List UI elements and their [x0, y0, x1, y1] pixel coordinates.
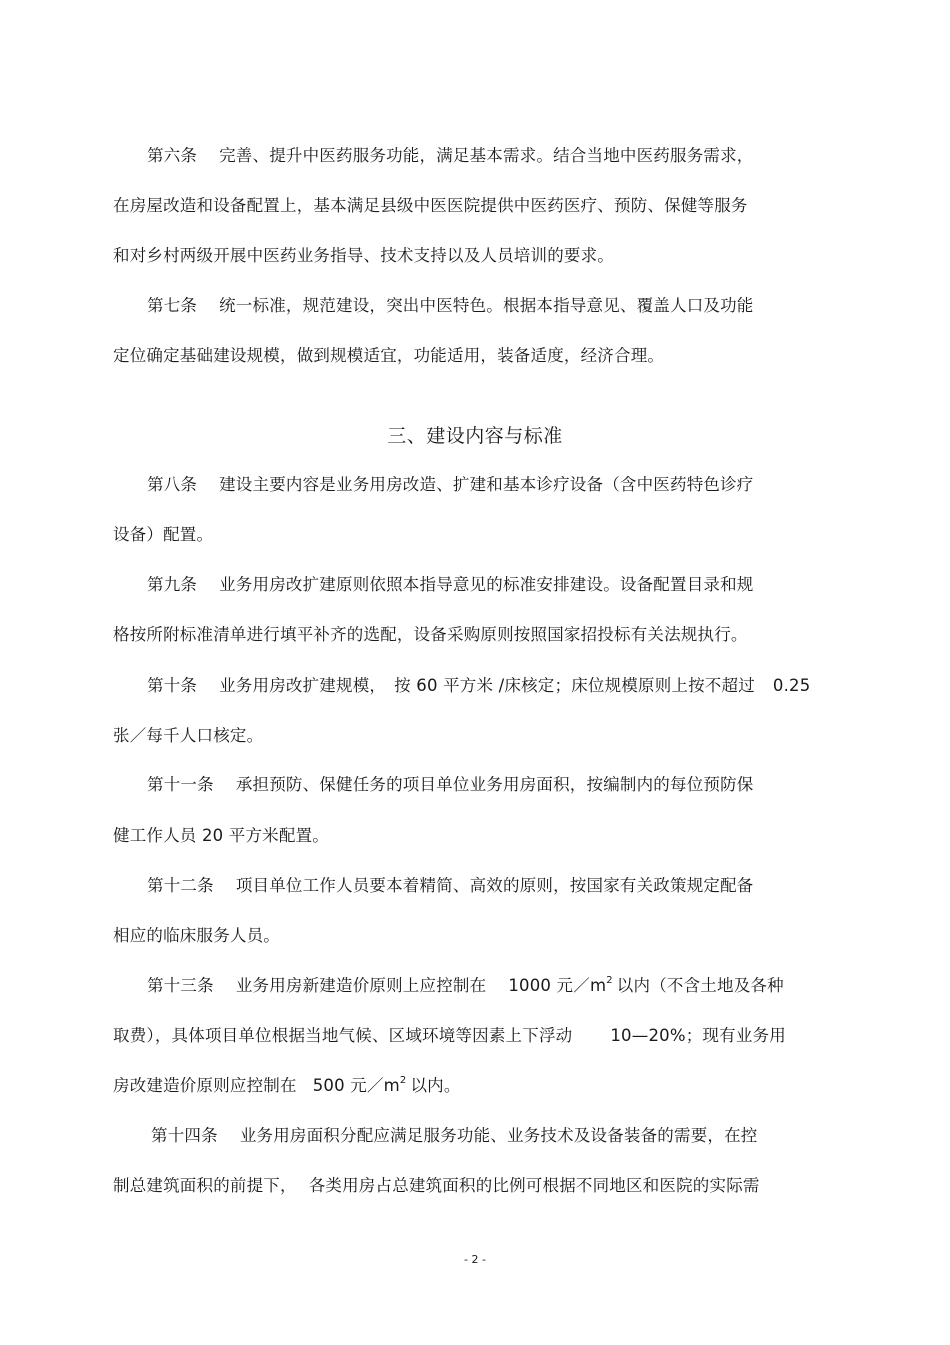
article-12-line-1 — [147, 875, 754, 897]
superscript-2: 2 — [399, 1075, 407, 1086]
article-6-label: 第六条 — [147, 146, 198, 165]
article-11-line-1 — [147, 774, 754, 796]
article-12-label: 第十二条 — [147, 876, 214, 895]
article-14-text-1: 业务用房面积分配应满足服务功能、业务技术及设备装备的需要，在控 — [239, 1126, 758, 1145]
article-13-text-3c: 以内。 — [410, 1076, 461, 1095]
article-8-text-1: 建设主要内容是业务用房改造、扩建和基本诊疗设备（含中医药特色诊疗 — [219, 475, 754, 494]
article-13-line-1 — [147, 975, 784, 997]
article-7-text-1: 统一标准，规范建设，突出中医特色。根据本指导意见、覆盖人口及功能 — [219, 296, 754, 315]
superscript-2: 2 — [606, 975, 613, 986]
section-heading: 三、建设内容与标准 — [387, 425, 563, 447]
article-14-line-2 — [113, 1175, 760, 1197]
article-12-text-1: 项目单位工作人员要本着精简、高效的原则，按国家有关政策规定配备 — [235, 876, 754, 895]
page-number: - 2 - — [464, 1253, 486, 1266]
article-11-text-1: 承担预防、保健任务的项目单位业务用房面积，按编制内的每位预防保 — [235, 775, 754, 794]
article-13-text-1b: 1000 元／m — [508, 976, 607, 995]
article-9-label: 第九条 — [147, 575, 198, 594]
article-13-line-2 — [113, 1025, 786, 1047]
article-7-line-2: 定位确定基础建设规模，做到规模适宜，功能适用，装备适度，经济合理。 — [113, 346, 665, 365]
article-11-line-2: 健工作人员 20 平方米配置。 — [113, 826, 329, 845]
article-7-line-1 — [147, 295, 754, 317]
article-10-text-1c: 0.25 — [772, 676, 811, 695]
article-10-line-2: 张／每千人口核定。 — [113, 726, 264, 745]
article-13-text-1a: 业务用房新建造价原则上应控制在 — [235, 976, 487, 995]
article-6-line-3: 和对乡村两级开展中医药业务指导、技术支持以及人员培训的要求。 — [113, 246, 614, 265]
article-9-line-1 — [147, 574, 754, 596]
article-10-text-1b: 按 60 平方米 /床核定；床位规模原则上按不超过 — [394, 676, 755, 695]
article-7-label: 第七条 — [147, 296, 198, 315]
article-6-line-2: 在房屋改造和设备配置上，基本满足县级中医医院提供中医药医疗、预防、保健等服务 — [113, 196, 748, 215]
article-10-label: 第十条 — [147, 676, 198, 695]
article-11-label: 第十一条 — [147, 775, 214, 794]
article-9-line-2: 格按所附标准清单进行填平补齐的选配，设备采购原则按照国家招投标有关法规执行。 — [113, 625, 748, 644]
article-14-line-1 — [151, 1125, 758, 1147]
article-14-text-2b: 各类用房占总建筑面积的比例可根据不同地区和医院的实际需 — [308, 1176, 760, 1195]
article-8-line-1 — [147, 474, 754, 496]
article-13-text-3b: 500 元／m — [312, 1076, 400, 1095]
article-10-line-1 — [147, 675, 810, 697]
article-8-line-2: 设备）配置。 — [113, 525, 214, 544]
article-13-line-3 — [113, 1075, 461, 1097]
article-6-text-1: 完善、提升中医药服务功能，满足基本需求。结合当地中医药服务需求， — [219, 146, 754, 165]
article-12-line-2: 相应的临床服务人员。 — [113, 926, 280, 945]
article-6-line-1 — [147, 145, 754, 167]
article-13-text-1c: 以内（不含土地及各种 — [616, 976, 784, 995]
article-8-label: 第八条 — [147, 475, 198, 494]
article-13-label: 第十三条 — [147, 976, 214, 995]
article-10-text-1a: 业务用房改扩建规模， — [219, 676, 387, 695]
article-13-text-3a: 房改建造价原则应控制在 — [113, 1076, 297, 1095]
article-13-text-2b: 10—20%；现有业务用 — [610, 1026, 786, 1045]
article-13-text-2a: 取费），具体项目单位根据当地气候、区域环境等因素上下浮动 — [113, 1026, 573, 1045]
article-14-label: 第十四条 — [151, 1126, 218, 1145]
article-14-text-2a: 制总建筑面积的前提下， — [113, 1176, 297, 1195]
article-9-text-1: 业务用房改扩建原则依照本指导意见的标准安排建设。设备配置目录和规 — [219, 575, 754, 594]
